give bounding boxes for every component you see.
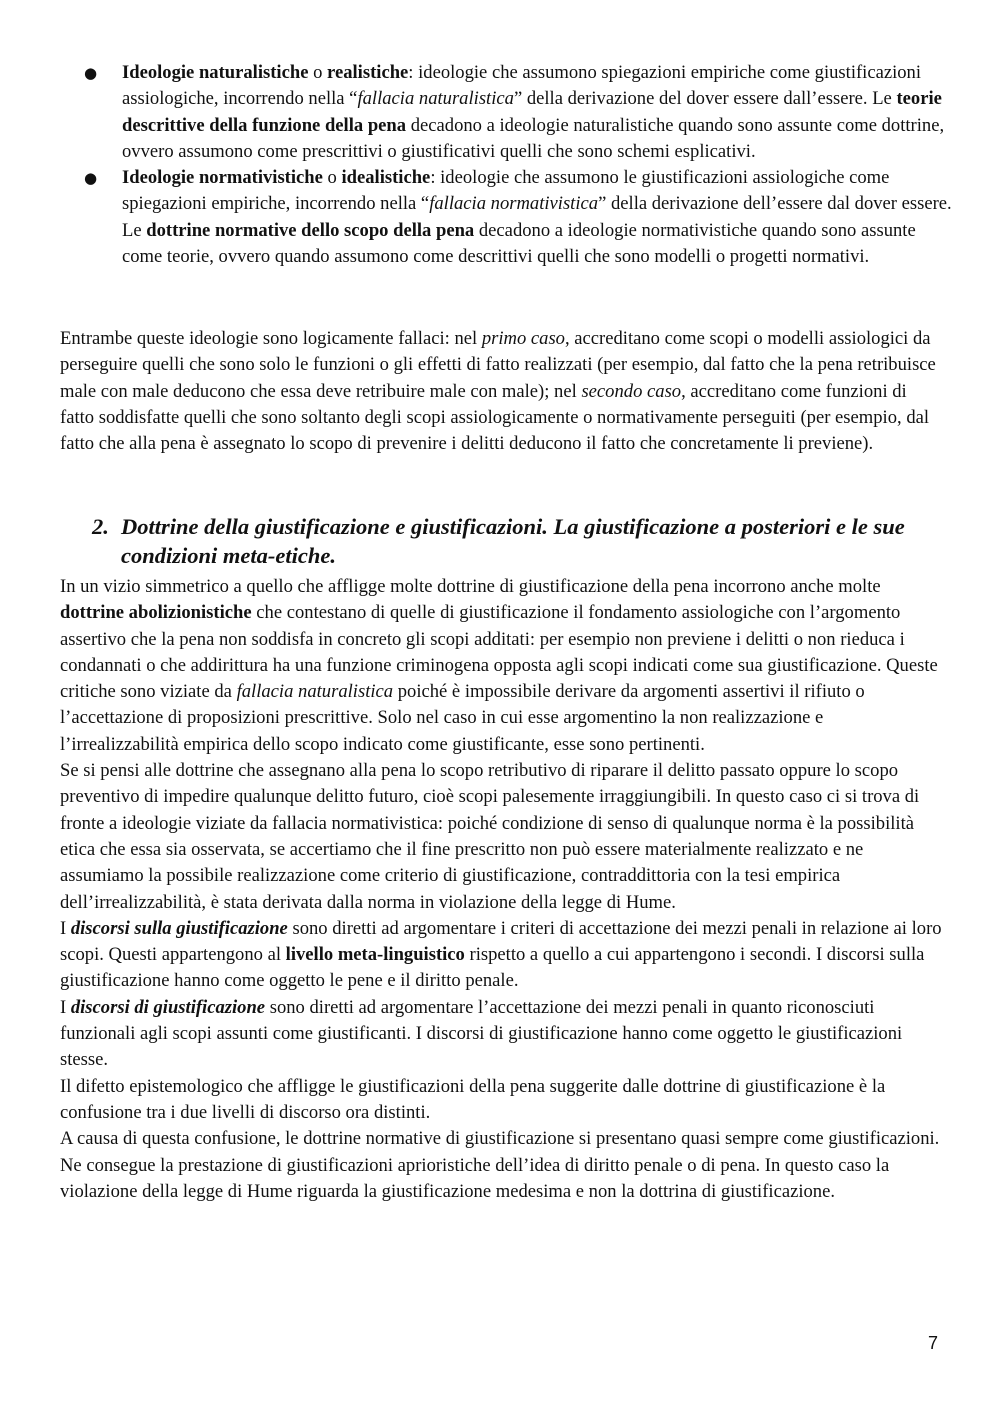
paragraph: Se si pensi alle dottrine che assegnano alla pena lo scopo retributivo di riparare il delitto passato oppure lo scopo preventivo di impedire qualunque delitto futuro, cioè scopi palesemente irraggiungibili. In questo caso ci si trova di fronte a ideologie viziate da fallacia normativistica: poiché condizione di senso di qualunque norma è la possibilità etica che essa sia osservata, se accertiamo che il fine prescritto non può essere materialmente realizzato e ne assumiamo la possibile realizzazione come criterio di giustificazione, contraddittoria con la tesi empirica dell’irrealizzabilità, è stata derivata dalla norma in violazione della legge di Hume. [60,760,920,913]
paragraph: I discorsi sulla giustificazione sono diretti ad argomentare i criteri di accettazione dei mezzi penali in relazione ai loro scopi. Questi appartengono al livello meta-linguistico rispetto a quello a cui appartengono i secondi. I discorsi sulla giustificazione hanno come oggetto le pene e il diritto penale. [60,917,942,992]
ideology-bullet-list [84,60,954,270]
section-title: Dottrine della giustificazione e giustificazioni. La giustificazione a posteriori e le sue condizioni meta-etiche. [121,514,905,568]
paragraph: I discorsi di giustificazione sono diretti ad argomentare l’accettazione dei mezzi penali in quanto riconosciuti funzionali agli scopi assunti come giustificanti. I discorsi di giustificazione hanno come oggetto le giustificazioni stesse. [60,996,903,1071]
bold-term: Ideologie normativistiche [122,167,323,189]
bold-term: livello meta-linguistico [285,944,465,966]
section-body [60,574,945,1205]
italic-term: fallacia normativistica [429,193,599,215]
italic-term: fallacia naturalistica [236,681,394,703]
italic-term: secondo caso [581,380,682,402]
bold-term: teorie descrittive della funzione della pena [122,88,942,136]
paragraph: Entrambe queste ideologie sono logicamente fallaci: nel primo caso, accreditano come scopi o modelli assiologici da perseguire quelli che sono solo le funzioni o gli effetti di fatto realizzati (per esempio, dal fatto che la pena retribuisce male con male deducono che essa deve retribuire male con male); nel secondo caso, accreditano come funzioni di fatto soddisfatte quelli che sono soltanto degli scopi assiologicamente o normativamente perseguiti (per esempio, dal fatto che alla pena è assegnato lo scopo di prevenire i delitti deducono il fatto che concretamente li previene). [60,328,936,455]
bold-term: idealistiche [341,167,431,189]
bullet-icon: ● [84,64,98,82]
bold-italic-term: discorsi sulla giustificazione [70,917,288,939]
italic-term: primo caso [481,328,565,349]
bold-term: dottrine abolizionistiche [60,602,252,624]
page-number: 7 [927,1333,938,1353]
paragraph: In un vizio simmetrico a quello che affligge molte dottrine di giustificazione della pena incorrono anche molte dottrine abolizionistiche che contestano di quelle di giustificazione il fondamento assiologiche con l’argomento assertivo che la pena non soddisfa in concreto gli scopi additati: per esempio non previene i delitti o non rieduca i condannati o che addirittura ha una funzione criminogena opposta agli scopi indicati come sua giustificazione. Queste critiche sono viziate da fallacia naturalistica poiché è impossibile derivare da argomenti assertivi il rifiuto o l’accettazione di proposizioni prescrittive. Solo nel caso in cui esse argomentino la non realizzazione e l’irrealizzabilità empirica dello scopo indicato come giustificante, esse sono pertinenti. [60,576,938,755]
list-item: ● Ideologie naturalistiche o realistiche: ideologie che assumono spiegazioni empiriche come giustificazioni assiologiche, incorrendo nella “fallacia naturalistica” della derivazione del dover essere dall’essere. Le teorie descrittive della funzione della pena decadono a ideologie naturalistiche quando sono assunte come dottrine, ovvero assumono come prescrittivi o giustificativi quelli che sono schemi esplicativi. [84,62,945,162]
section-number: 2. [92,514,109,539]
italic-term: fallacia naturalistica [357,88,514,110]
bold-term: dottrine normative dello scopo della pena [146,219,475,241]
list-item: ● Ideologie normativistiche o idealistiche: ideologie che assumono le giustificazioni assiologiche come spiegazioni empiriche, incorrendo nella “fallacia normativistica” della derivazione dell’essere dal dover essere. Le dottrine normative dello scopo della pena decadono a ideologie normativistiche quando sono assunte come teorie, ovvero quando assumono come descrittivi quelli che sono modelli o progetti normativi. [84,167,952,268]
bold-term: realistiche [327,62,409,83]
bold-italic-term: discorsi di giustificazione [70,996,266,1018]
section-heading [92,512,952,570]
intro-paragraph [60,326,945,457]
paragraph: A causa di questa confusione, le dottrine normative di giustificazione si presentano quasi sempre come giustificazioni. Ne consegue la prestazione di giustificazioni aprioristiche dell’idea di diritto penale o di pena. In questo caso la violazione della legge di Hume riguarda la giustificazione medesima e non la dottrina di giustificazione. [60,1128,940,1202]
bullet-icon: ● [84,169,98,188]
bold-term: Ideologie naturalistiche [122,62,309,83]
paragraph: Il difetto epistemologico che affligge le giustificazioni della pena suggerite dalle dottrine di giustificazione è la confusione tra i due livelli di discorso ora distinti. [60,1075,886,1123]
